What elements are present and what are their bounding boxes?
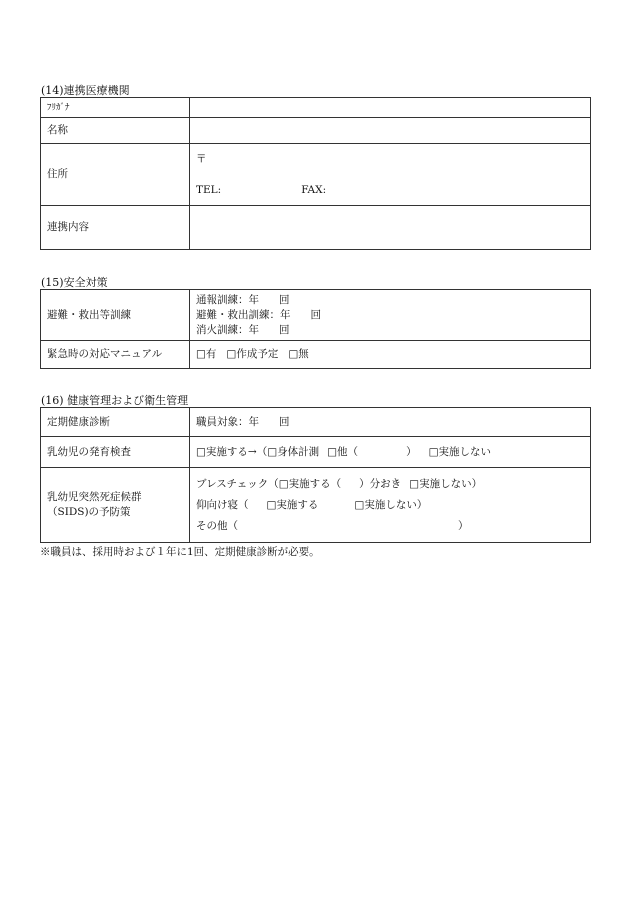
drill-fire-unit: 回 xyxy=(279,323,290,336)
breath-interval: ）分おき xyxy=(359,477,402,490)
checkup-value: 職員対象：年 xyxy=(196,415,259,428)
checkup-row xyxy=(41,408,591,437)
furigana-field[interactable] xyxy=(190,98,591,118)
tel-label: TEL: xyxy=(196,183,222,196)
checkup-field[interactable] xyxy=(190,408,591,437)
checkup-unit: 回 xyxy=(279,415,290,428)
supine-not-option[interactable]: □実施しない） xyxy=(354,498,428,511)
growth-field xyxy=(190,437,591,468)
address-label: 住所 xyxy=(41,144,190,206)
safety-table xyxy=(40,289,591,369)
growth-other-option[interactable]: □他（ xyxy=(327,445,359,458)
address-row xyxy=(41,144,591,206)
manual-label: 緊急時の対応マニュアル xyxy=(41,341,190,369)
growth-row xyxy=(41,437,591,468)
section-14-title: (14)連携医療機関 xyxy=(41,84,130,97)
manual-option-planned[interactable]: □作成予定 xyxy=(226,348,279,360)
drill-row xyxy=(41,290,591,341)
name-label: 名称 xyxy=(41,118,190,144)
content-label: 連携内容 xyxy=(41,206,190,250)
health-table xyxy=(40,407,591,543)
breath-not-option[interactable]: □実施しない） xyxy=(409,477,483,490)
manual-field xyxy=(190,341,591,369)
partner-medical-table xyxy=(40,97,591,250)
growth-do-option[interactable]: □実施する→（□身体計測 xyxy=(196,445,320,458)
postal-mark: 〒 xyxy=(196,152,207,165)
name-field[interactable] xyxy=(190,118,591,144)
section-16-title: (16) 健康管理および衛生管理 xyxy=(41,394,189,407)
footnote: ※職員は、採用時および１年に1回、定期健康診断が必要。 xyxy=(40,546,320,558)
drill-fire-label: 消火訓練：年 xyxy=(196,323,259,336)
checkup-label: 定期健康診断 xyxy=(41,408,190,437)
drill-evac-unit: 回 xyxy=(310,308,321,321)
address-field[interactable] xyxy=(190,144,591,206)
manual-row xyxy=(41,341,591,369)
content-row xyxy=(41,206,591,250)
sids-label-line2: （SIDS)の予防策 xyxy=(47,506,131,518)
sids-label xyxy=(41,468,190,543)
drill-report-label: 通報訓練：年 xyxy=(196,293,259,306)
growth-close-paren: ） xyxy=(406,445,417,458)
drill-label: 避難・救出等訓練 xyxy=(41,290,190,341)
sids-label-line1: 乳幼児突然死症候群 xyxy=(47,491,142,503)
section-15-title: (15)安全対策 xyxy=(41,276,108,289)
sids-other-label: その他（ xyxy=(196,519,238,532)
manual-option-no[interactable]: □無 xyxy=(288,348,309,360)
furigana-row xyxy=(41,98,591,118)
furigana-label: ﾌﾘｶﾞﾅ xyxy=(41,98,190,118)
name-row xyxy=(41,118,591,144)
drill-field[interactable] xyxy=(190,290,591,341)
fax-label: FAX: xyxy=(301,183,327,196)
drill-report-unit: 回 xyxy=(279,293,290,306)
sids-row xyxy=(41,468,591,543)
growth-not-option[interactable]: □実施しない xyxy=(428,445,491,458)
supine-label: 仰向け寝（ xyxy=(196,498,249,511)
growth-label: 乳幼児の発育検査 xyxy=(41,437,190,468)
sids-other-close: ） xyxy=(458,519,469,532)
content-field[interactable] xyxy=(190,206,591,250)
drill-evac-label: 避難・救出訓練：年 xyxy=(196,308,291,321)
manual-option-yes[interactable]: □有 xyxy=(196,348,217,360)
sids-field xyxy=(190,468,591,543)
breath-check-option[interactable]: ブレスチェック（□実施する（ xyxy=(196,477,342,490)
supine-do-option[interactable]: □実施する xyxy=(266,498,319,511)
